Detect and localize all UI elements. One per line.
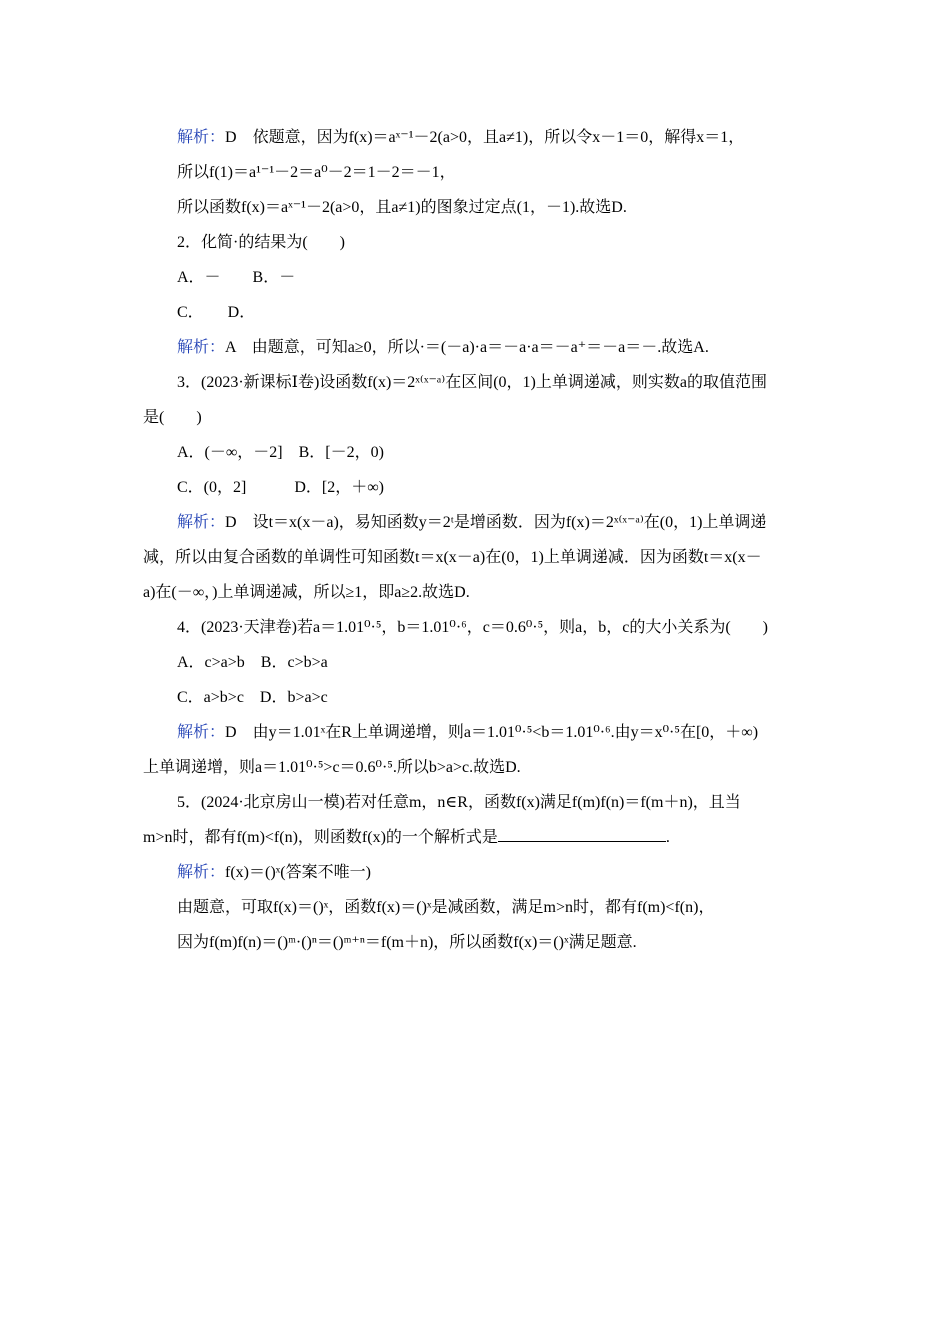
line-text: 是( ) bbox=[143, 409, 202, 426]
text-line bbox=[143, 260, 811, 295]
line-text: A．c>a>b B．c>b>a bbox=[177, 654, 328, 671]
line-text: D 设t＝x(x－a)，易知函数y＝2ᵗ是增函数．因为f(x)＝2ˣ⁽ˣ⁻ᵃ⁾在(0，1)上单调递 bbox=[225, 514, 767, 531]
line-text: D 依题意，因为f(x)＝aˣ⁻¹－2(a>0，且a≠1)，所以令x－1＝0，解得x＝1， bbox=[225, 129, 745, 146]
text-line bbox=[143, 225, 811, 260]
line-text-end: . bbox=[665, 829, 670, 846]
text-line bbox=[143, 750, 811, 785]
text-line bbox=[143, 120, 811, 155]
text-line bbox=[143, 575, 811, 610]
text-line bbox=[143, 820, 811, 855]
line-text: A 由题意，可知a≥0，所以·＝(－a)·a＝－a·a＝－a⁺＝－a＝－.故选A. bbox=[225, 339, 709, 356]
text-line bbox=[143, 435, 811, 470]
line-text: C．a>b>c D．b>a>c bbox=[177, 689, 328, 706]
text-line bbox=[143, 505, 811, 540]
document-body bbox=[143, 120, 811, 960]
text-line bbox=[143, 330, 811, 365]
line-text: 由题意，可取f(x)＝()ˣ，函数f(x)＝()ˣ是减函数，满足m>n时，都有f(m)<f(n)， bbox=[177, 899, 715, 916]
line-text: f(x)＝()ˣ(答案不唯一) bbox=[225, 864, 371, 881]
text-line bbox=[143, 890, 811, 925]
analysis-label: 解析： bbox=[177, 339, 226, 356]
text-line bbox=[143, 680, 811, 715]
text-line bbox=[143, 155, 811, 190]
text-line bbox=[143, 715, 811, 750]
text-line bbox=[143, 925, 811, 960]
line-text: 因为f(m)f(n)＝()ᵐ·()ⁿ＝()ᵐ⁺ⁿ＝f(m＋n)，所以函数f(x)＝()ˣ满足题意. bbox=[177, 934, 637, 951]
text-line bbox=[143, 190, 811, 225]
line-text: 所以函数f(x)＝aˣ⁻¹－2(a>0，且a≠1)的图象过定点(1，－1).故选D. bbox=[177, 199, 627, 216]
text-line bbox=[143, 855, 811, 890]
line-text: A．(－∞，－2] B．[－2，0) bbox=[177, 444, 384, 461]
text-line bbox=[143, 400, 811, 435]
text-line bbox=[143, 540, 811, 575]
text-line bbox=[143, 785, 811, 820]
analysis-label: 解析： bbox=[177, 864, 226, 881]
text-line bbox=[143, 295, 811, 330]
analysis-label: 解析： bbox=[177, 129, 226, 146]
line-text: 2．化简·的结果为( ) bbox=[177, 234, 345, 251]
text-line bbox=[143, 470, 811, 505]
text-line bbox=[143, 645, 811, 680]
line-text: C． D． bbox=[177, 304, 256, 321]
line-text: a)在(－∞，)上单调递减，所以≥1，即a≥2.故选D. bbox=[143, 584, 470, 601]
line-text: 4．(2023·天津卷)若a＝1.01⁰·⁵，b＝1.01⁰·⁶，c＝0.6⁰·⁵，则a，b，c的大小关系为( ) bbox=[177, 619, 769, 636]
line-text: A．－ B．－ bbox=[177, 269, 296, 286]
line-text: 3．(2023·新课标Ⅰ卷)设函数f(x)＝2ˣ⁽ˣ⁻ᵃ⁾在区间(0，1)上单调递减，则实数a的取值范围 bbox=[177, 374, 767, 391]
line-text: D 由y＝1.01ˣ在R上单调递增，则a＝1.01⁰·⁵<b＝1.01⁰·⁶.由y＝x⁰·⁵在[0，＋∞) bbox=[225, 724, 759, 741]
text-line bbox=[143, 610, 811, 645]
line-text: 上单调递增，则a＝1.01⁰·⁵>c＝0.6⁰·⁵.所以b>a>c.故选D. bbox=[143, 759, 521, 776]
analysis-label: 解析： bbox=[177, 514, 226, 531]
line-text: 减，所以由复合函数的单调性可知函数t＝x(x－a)在(0，1)上单调递减．因为函数t＝x(x－ bbox=[143, 549, 762, 566]
line-text: 所以f(1)＝a¹⁻¹－2＝a⁰－2＝1－2＝－1， bbox=[177, 164, 456, 181]
line-text: m>n时，都有f(m)<f(n)，则函数f(x)的一个解析式是 bbox=[143, 829, 498, 846]
text-line bbox=[143, 365, 811, 400]
line-text: 5．(2024·北京房山一模)若对任意m，n∈R，函数f(x)满足f(m)f(n)＝f(m＋n)，且当 bbox=[177, 794, 741, 811]
line-text: C．(0，2] D．[2，＋∞) bbox=[177, 479, 384, 496]
analysis-label: 解析： bbox=[177, 724, 226, 741]
answer-blank bbox=[498, 823, 666, 842]
